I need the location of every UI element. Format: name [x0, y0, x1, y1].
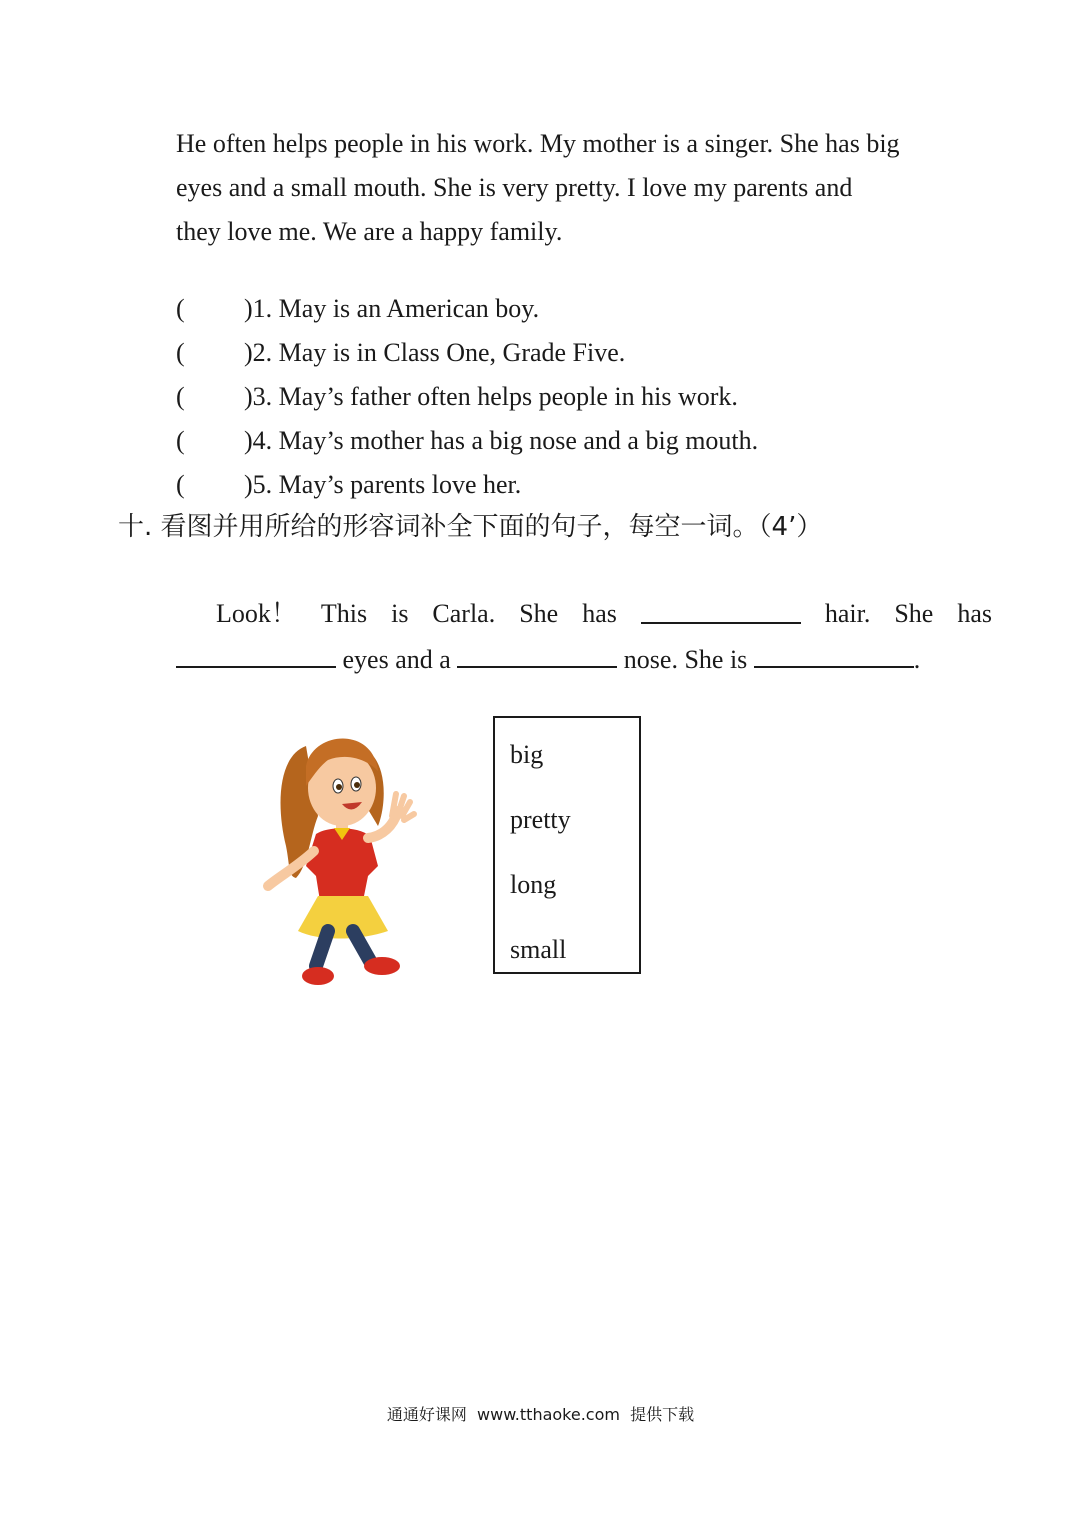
word-bank-item: long — [510, 870, 557, 899]
answer-blank[interactable] — [754, 636, 914, 668]
answer-paren[interactable]: ( — [176, 426, 185, 455]
girl-illustration — [258, 726, 428, 991]
answer-blank[interactable] — [457, 636, 617, 668]
fill-word: has — [582, 599, 617, 628]
question-item — [176, 375, 992, 419]
question-item — [176, 419, 992, 463]
word-bank-item: big — [510, 740, 544, 769]
fill-text: eyes and a — [342, 645, 451, 674]
fill-word: This — [320, 599, 368, 628]
answer-paren[interactable]: ( — [176, 382, 185, 411]
answer-paren[interactable]: ( — [176, 294, 185, 323]
passage-line: they love me. We are a happy family. — [176, 217, 563, 246]
page-footer: 通通好课网 www.tthaoke.com 提供下载 — [386, 1405, 695, 1424]
answer-paren[interactable]: ( — [176, 338, 185, 367]
fill-word: She — [894, 599, 934, 628]
fill-word: She — [519, 599, 559, 628]
question-item — [176, 331, 992, 375]
word-bank-item: pretty — [510, 805, 571, 834]
fill-in-paragraph — [176, 592, 992, 682]
fill-word: has — [957, 599, 992, 628]
section-number: 十. — [118, 512, 153, 542]
section-instruction: 看图并用所给的形容词补全下面的句子，每空一词。（4’） — [160, 512, 823, 542]
answer-blank[interactable] — [641, 592, 801, 624]
question-text: )5. May’s parents love her. — [244, 470, 522, 499]
word-bank-item: small — [510, 935, 567, 964]
question-item — [176, 463, 992, 507]
fill-word: Look！ — [216, 599, 297, 628]
reading-passage — [176, 122, 992, 254]
fill-word: Carla. — [432, 599, 496, 628]
question-item — [176, 287, 992, 331]
section-heading — [118, 505, 822, 549]
fill-line — [176, 636, 992, 682]
question-text: )1. May is an American boy. — [244, 294, 540, 323]
question-text: )2. May is in Class One, Grade Five. — [244, 338, 626, 367]
question-text: )4. May’s mother has a big nose and a big mouth. — [244, 426, 759, 455]
passage-line: eyes and a small mouth. She is very pretty. I love my parents and — [176, 173, 853, 202]
question-text: )3. May’s father often helps people in his work. — [244, 382, 738, 411]
answer-paren[interactable]: ( — [176, 470, 185, 499]
word-bank-box — [493, 716, 641, 974]
fill-word: is — [391, 599, 409, 628]
fill-text: nose. She is — [623, 645, 748, 674]
fill-line — [176, 592, 992, 636]
true-false-questions — [176, 287, 992, 507]
fill-word: hair. — [824, 599, 871, 628]
passage-line: He often helps people in his work. My mother is a singer. She has big — [176, 129, 900, 158]
answer-blank[interactable] — [176, 636, 336, 668]
fill-text: . — [913, 645, 921, 674]
